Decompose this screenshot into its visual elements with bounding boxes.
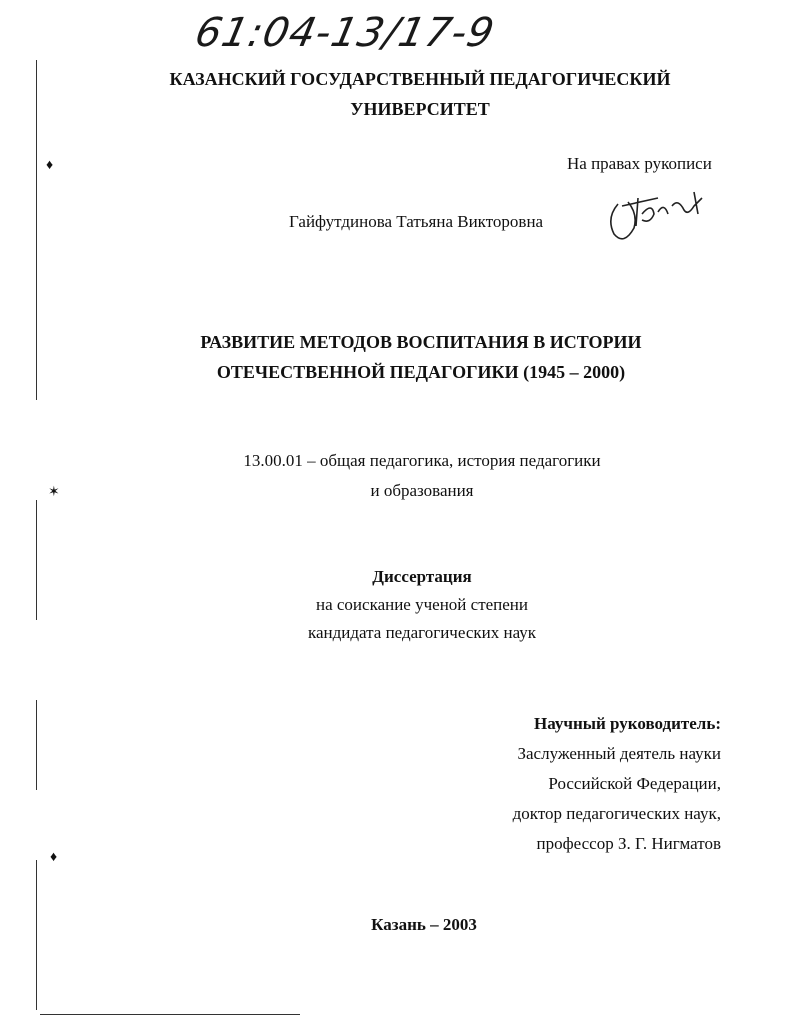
university-line-1: КАЗАНСКИЙ ГОСУДАРСТВЕННЫЙ ПЕДАГОГИЧЕСКИЙ [169, 69, 671, 89]
scan-bottom-line [40, 1014, 300, 1015]
title-line-2: ОТЕЧЕСТВЕННОЙ ПЕДАГОГИКИ (1945 – 2000) [216, 362, 626, 382]
work-type [0, 563, 791, 647]
specialty [0, 446, 791, 506]
advisor-heading: Научный руководитель: [534, 714, 721, 733]
scan-mark: ♦ [46, 158, 54, 173]
city-year: Казань – 2003 [371, 915, 477, 934]
author-name: Гайфутдинова Татьяна Викторовна [289, 212, 544, 231]
advisor-line-4: профессор З. Г. Нигматов [536, 834, 721, 853]
university-name [0, 64, 791, 124]
specialty-line-2: и образования [370, 481, 474, 500]
scan-mark: ♦ [50, 850, 58, 865]
rights-note: На правах рукописи [567, 154, 712, 173]
handwritten-code: 61:04-13/17-9 [191, 10, 499, 56]
work-type-line-1: на соискание ученой степени [315, 595, 529, 614]
work-type-heading: Диссертация [372, 567, 472, 586]
advisor-line-1: Заслуженный деятель науки [517, 744, 721, 763]
advisor-line-3: доктор педагогических наук, [512, 804, 721, 823]
advisor-line-2: Российской Федерации, [548, 774, 721, 793]
advisor-block [513, 709, 721, 859]
signature [598, 184, 710, 248]
specialty-line-1: 13.00.01 – общая педагогика, история педагогики [243, 451, 601, 470]
scan-margin-line [36, 700, 37, 790]
scan-mark: ✶ [48, 485, 60, 500]
work-type-line-2: кандидата педагогических наук [307, 623, 537, 642]
scan-margin-line [36, 860, 37, 1010]
university-line-2: УНИВЕРСИТЕТ [350, 99, 490, 119]
dissertation-title [0, 327, 791, 387]
title-line-1: РАЗВИТИЕ МЕТОДОВ ВОСПИТАНИЯ В ИСТОРИИ [200, 332, 642, 352]
